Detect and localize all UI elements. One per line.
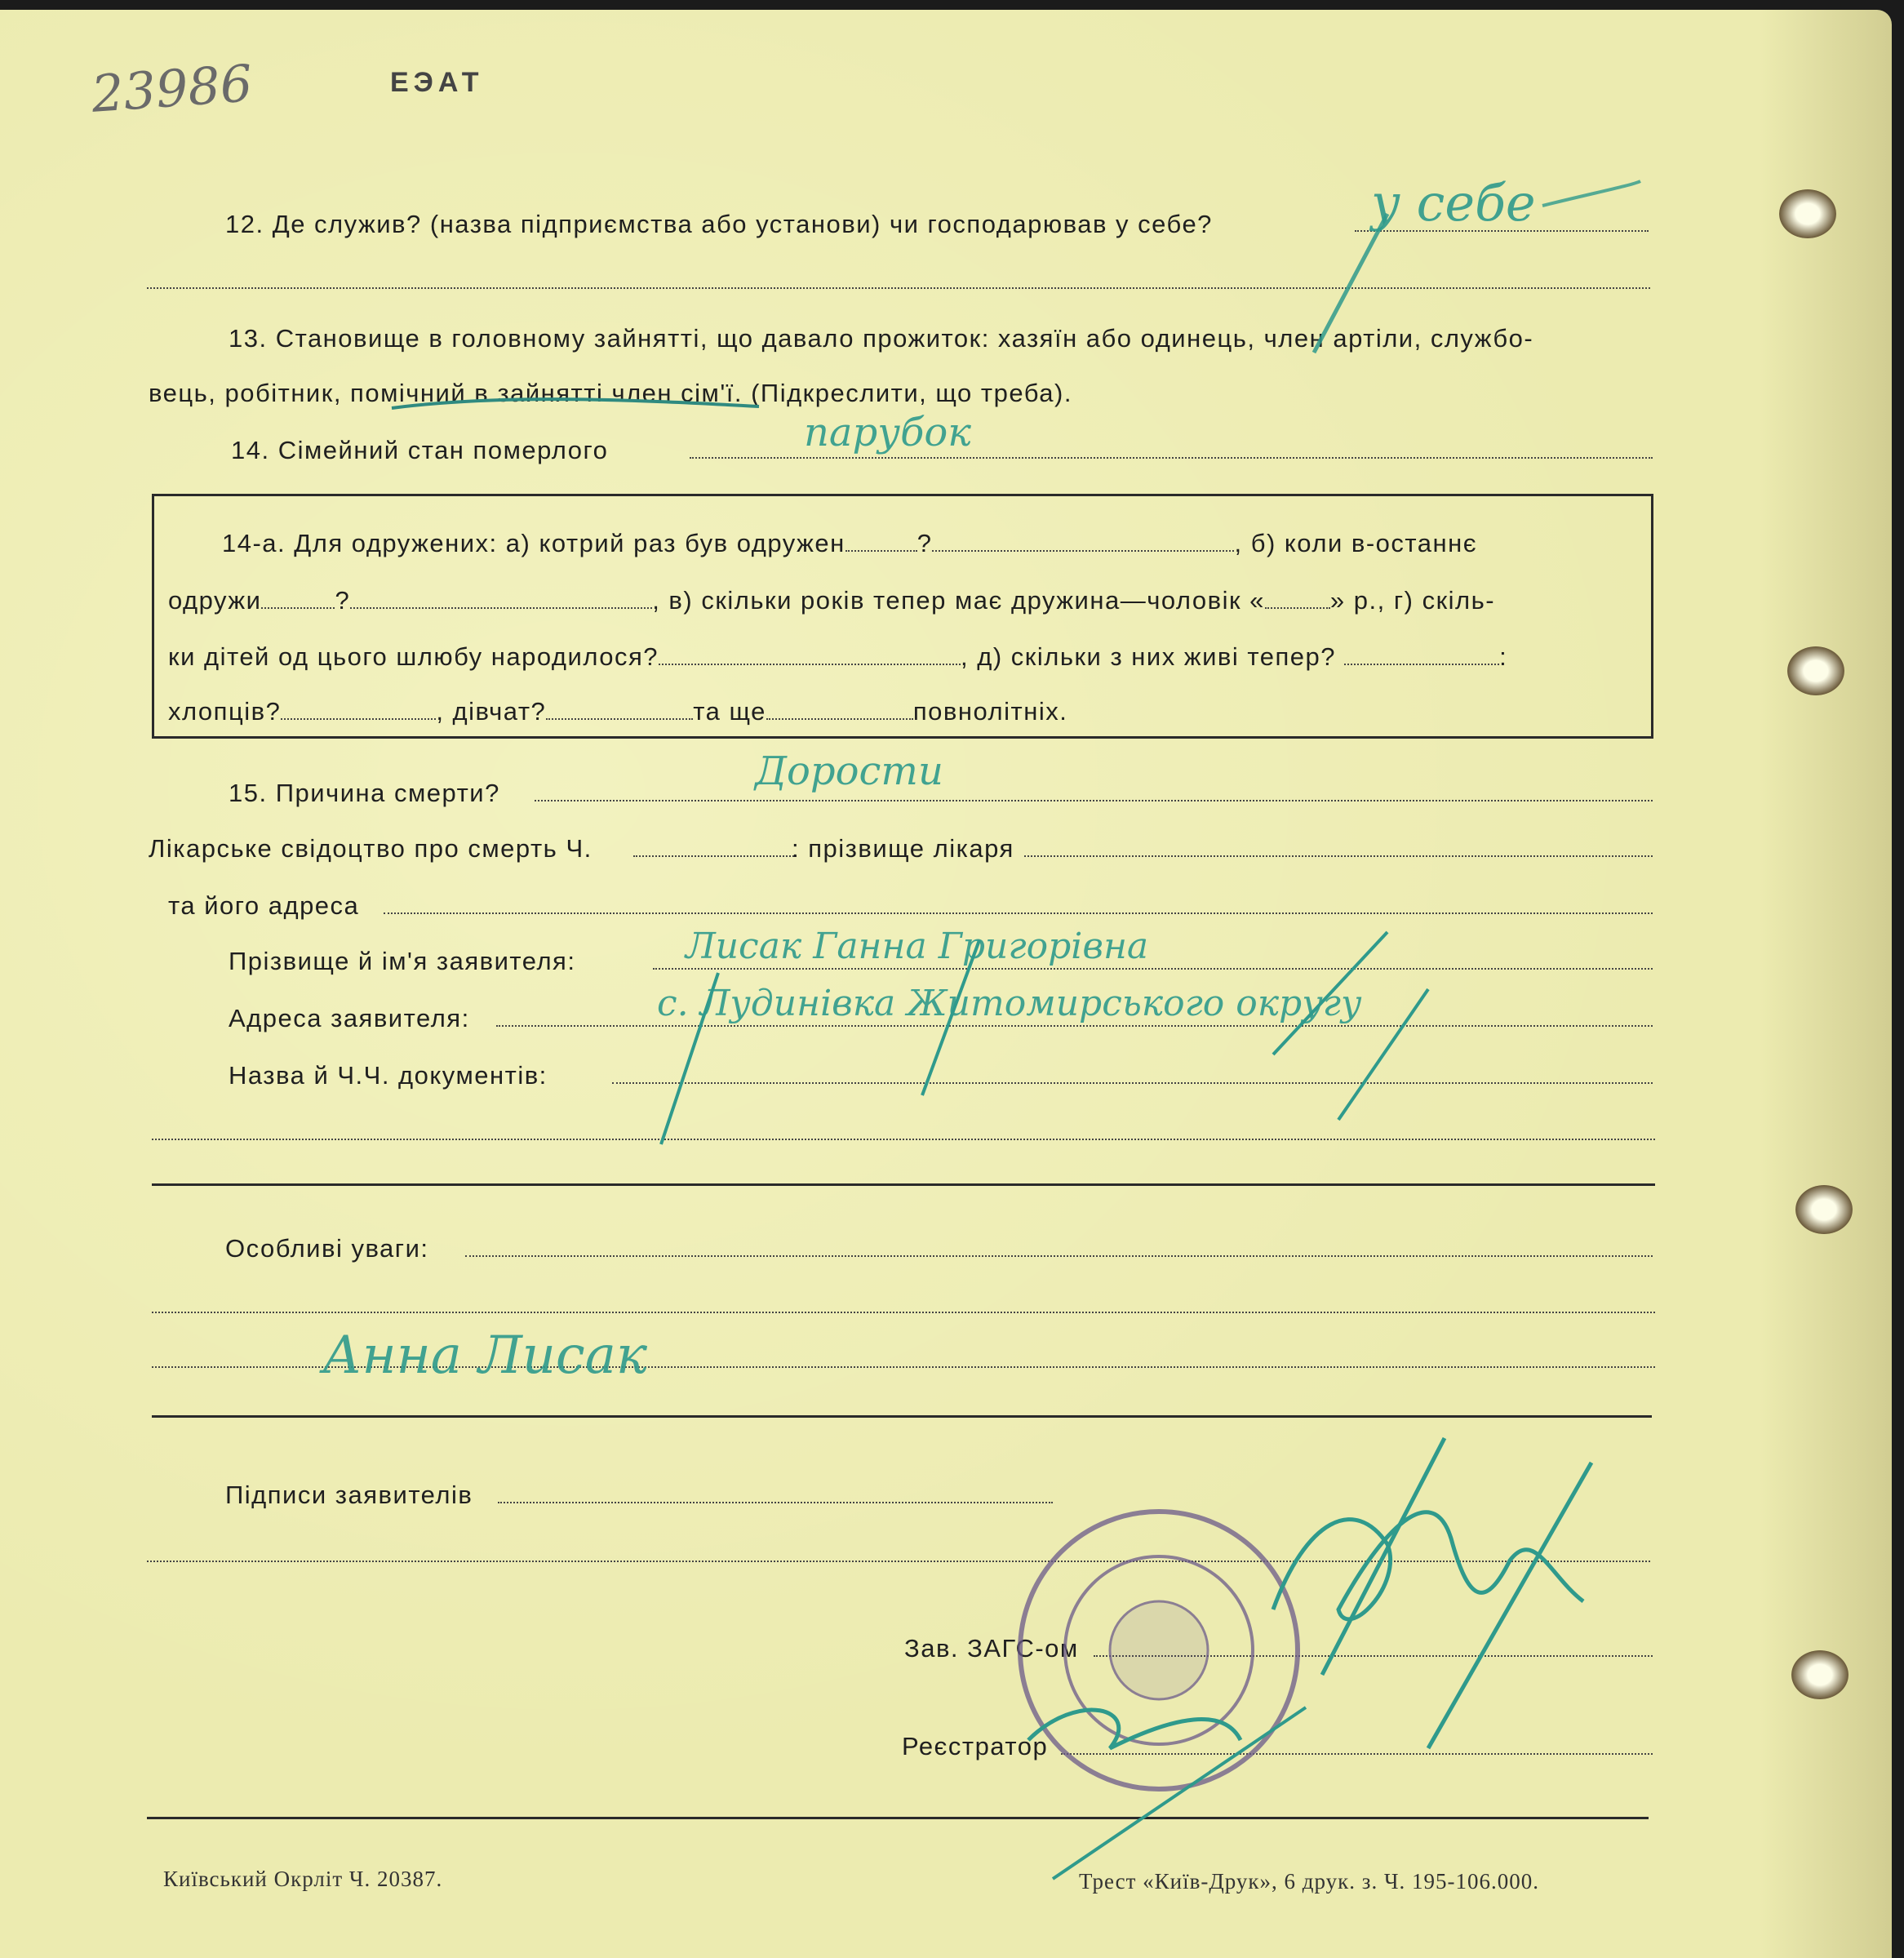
q15-label: 15. Причина смерти?	[229, 779, 500, 807]
q13-underline	[392, 399, 759, 408]
applicant-address-label: Адреса заявителя:	[229, 1004, 470, 1032]
archive-stamp-mark: ЕЭАТ	[390, 67, 484, 98]
q14a-l2-q: ?	[335, 586, 351, 615]
q14a-l4-c: та ще	[693, 697, 766, 726]
q14-answer: парубок	[804, 410, 971, 455]
zags-head-label: Зав. ЗАГС-ом	[904, 1634, 1079, 1663]
q15-answer: Дорости	[755, 748, 943, 794]
applicant-name-label: Прізвище й ім'я заявителя:	[229, 947, 576, 975]
q14a-l4-d: повнолітніх.	[912, 697, 1068, 726]
q14a-l4-b: , дівчат?	[436, 697, 547, 726]
q13-line1: 13. Становище в головному зайнятті, що давало прожиток: хазяїн або одинець, член артіли, службо-	[229, 324, 1534, 353]
applicant-name-value: Лисак Ганна Григорівна	[686, 926, 1149, 967]
q14a-l3-c: :	[1499, 642, 1508, 671]
q13-line2: вець, робітник, помічний в зайнятті член сім'ї. (Підкреслити, що треба).	[149, 379, 1072, 407]
head-signature-stroke	[1428, 1463, 1591, 1748]
q14a-l2-c: » р., г) скіль-	[1329, 586, 1496, 615]
documents-label: Назва й Ч.Ч. документів:	[229, 1061, 548, 1090]
q14a-l3-b: , д) скільки з них живі тепер?	[961, 642, 1336, 671]
notes-handwritten: Анна Лисак	[322, 1325, 648, 1386]
notes-label: Особливі уваги:	[225, 1234, 429, 1263]
q14a-l1-q: ?	[916, 529, 933, 557]
applicant-address-value: с. Лудинівка Житомирського округу	[657, 983, 1362, 1024]
address-label: та його адреса	[168, 891, 360, 920]
pen-stroke	[1314, 214, 1387, 353]
head-signature	[1273, 1512, 1583, 1619]
pen-stroke	[1273, 932, 1387, 1054]
q14a-l1-b: , б) коли в-останнє	[1234, 529, 1478, 557]
archive-number: 23986	[89, 53, 255, 124]
official-stamp	[1020, 1512, 1298, 1789]
footer-left: Київський Окрліт Ч. 20387.	[163, 1867, 443, 1891]
doctor-label: : прізвище лікаря	[792, 834, 1014, 863]
footer-right: Трест «Київ-Друк», 6 друк. з. Ч. 195-106.000.	[1079, 1869, 1539, 1894]
document-page	[0, 10, 1892, 1958]
applicants-signatures-label: Підписи заявителів	[225, 1481, 473, 1509]
certificate-label: Лікарське свідоцтво про смерть Ч.	[149, 834, 593, 863]
q14-label: 14. Сімейний стан померлого	[231, 436, 609, 464]
pen-stroke	[661, 973, 718, 1144]
q14a-l2-b: , в) скільки років тепер має дружина—чоловік «	[652, 586, 1265, 615]
q14a-l1-a: 14-а. Для одружених: а) котрий раз був одружен	[222, 529, 845, 557]
registrar-signature-stroke	[1053, 1707, 1306, 1879]
q14a-l3-a: ки дітей од цього шлюбу народилося?	[168, 642, 659, 671]
head-signature-stroke	[1322, 1438, 1445, 1675]
q12-label: 12. Де служив? (назва підприємства або установи) чи господарював у себе?	[225, 210, 1213, 238]
q12-answer: у себе	[1371, 173, 1536, 233]
ink-overlay	[0, 10, 1892, 1958]
pen-stroke	[1542, 181, 1640, 206]
q14a-l4-a: хлопців?	[168, 697, 282, 726]
registrar-label: Реєстратор	[902, 1732, 1049, 1760]
pen-stroke	[1338, 989, 1428, 1120]
q14a-l2-a: одружи	[168, 586, 262, 615]
pen-stroke	[922, 940, 979, 1095]
